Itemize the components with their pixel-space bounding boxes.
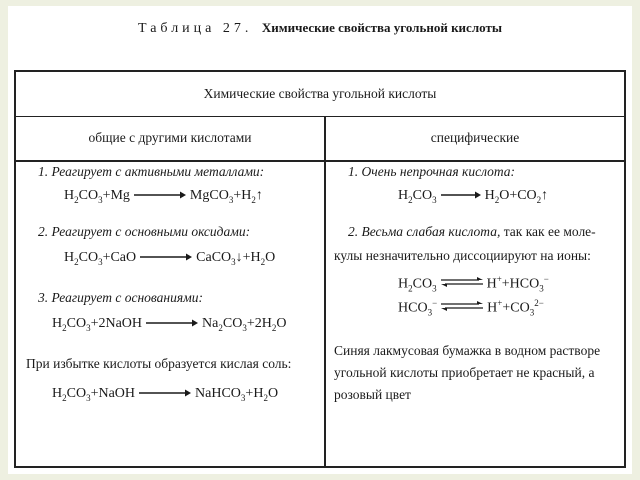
litmus-paragraph	[334, 340, 618, 406]
table-subheader-row	[16, 116, 624, 162]
caption-title: Химические свойства угольной кислоты	[261, 20, 502, 35]
reaction-arrow-icon	[441, 188, 481, 204]
equation-dissociation-2: $HCO_3^-$ $H^++CO_3^{2-}$	[398, 298, 544, 318]
equation-decomposition: $H_2CO_3$ $H_2O+CO_2↑$	[398, 188, 549, 206]
reaction-arrow-icon	[140, 250, 192, 266]
document-page	[8, 6, 632, 474]
general-item-2-label: 2. Реагирует с основными оксидами:	[38, 224, 251, 239]
column-divider	[324, 116, 326, 466]
equation-acid-salt: $H_2CO_3+NaOH$ $NaHCO_3+H_2O$	[52, 386, 279, 404]
equation-dissociation-1: $H_2CO_3$ $H^++HCO_3^-$	[398, 274, 549, 294]
specific-item-2-label: 2. Весьма слабая кислота,	[348, 224, 501, 239]
equilibrium-arrow-icon	[441, 300, 483, 316]
table-caption	[8, 20, 632, 37]
equation-h2co3-cao: $H_2CO_3+CaO$ $CaCO_3↓+H_2O$	[64, 250, 276, 268]
equation-h2co3-mg: $H_2CO_3+Mg$ $MgCO_3+H_2↑$	[64, 188, 263, 206]
specific-item-2-text-b: кулы незначительно диссоциируют на ионы:	[334, 248, 591, 263]
reaction-arrow-icon	[146, 316, 198, 332]
specific-item-2-text-a: так как ее моле-	[500, 224, 596, 239]
litmus-line-1: Синяя лакмусовая бумажка в водном растворе	[334, 343, 601, 358]
equilibrium-arrow-icon	[441, 276, 483, 292]
litmus-line-3: розовый цвет	[334, 387, 411, 402]
general-item-1-label: 1. Реагирует с активными металлами:	[38, 164, 265, 179]
reaction-arrow-icon	[139, 386, 191, 402]
caption-number: Таблица 27.	[138, 21, 253, 36]
general-note: При избытке кислоты образуется кислая соль:	[26, 356, 292, 371]
header-general: общие с другими кислотами	[88, 130, 252, 145]
general-item-3-label: 3. Реагирует с основаниями:	[38, 290, 203, 305]
reaction-arrow-icon	[134, 188, 186, 204]
specific-item-1-label: 1. Очень непрочная кислота:	[348, 164, 516, 179]
table-main-header: Химические свойства угольной кислоты	[16, 72, 624, 117]
specific-item-2-line-1	[348, 224, 596, 240]
litmus-line-2: угольной кислоты приобретает не красный, а	[334, 365, 595, 380]
equation-h2co3-naoh: $H_2CO_3+2NaOH$ $Na_2CO_3+2H_2O$	[52, 316, 287, 334]
properties-table	[14, 70, 626, 468]
header-specific: специфические	[430, 130, 520, 145]
